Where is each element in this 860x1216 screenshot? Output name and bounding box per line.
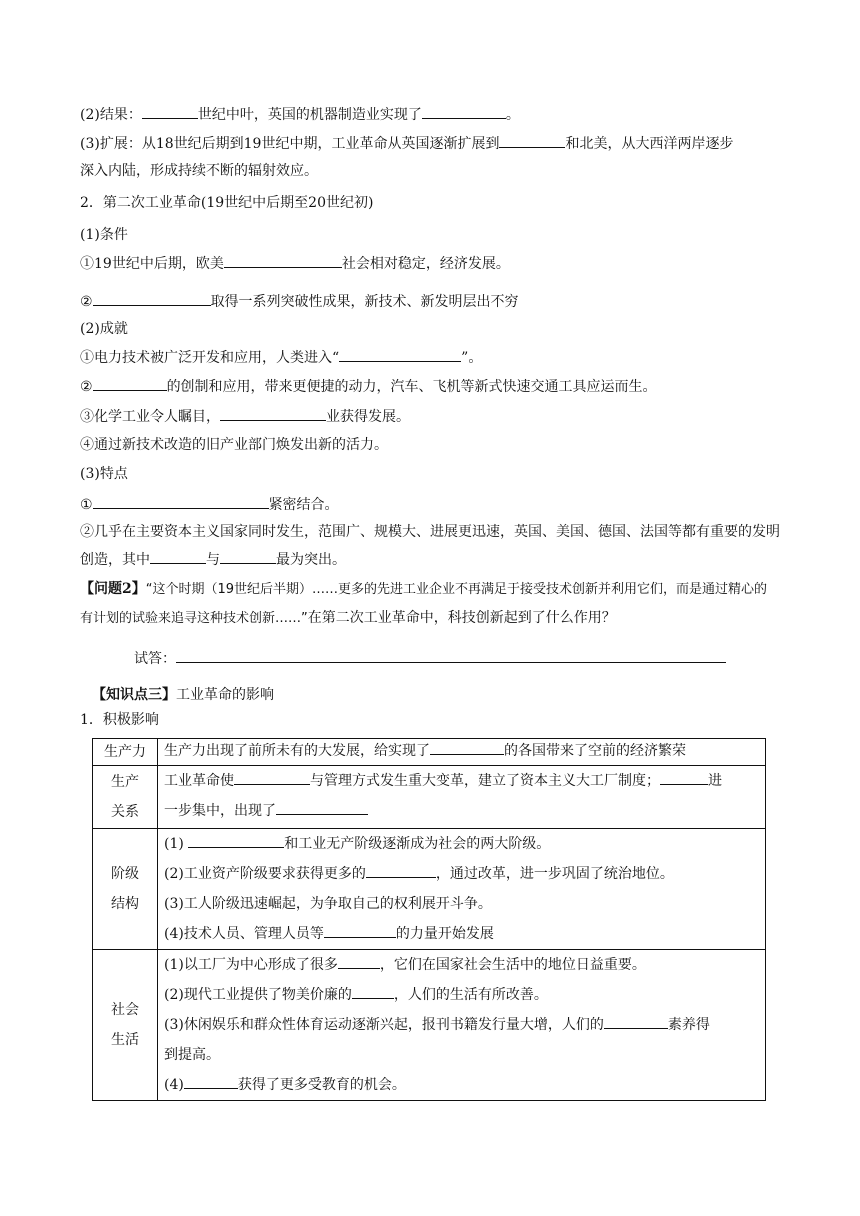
text: (4)	[164, 1077, 184, 1093]
text: 素养得	[667, 1017, 710, 1033]
text: ①19世纪中后期，欧美	[80, 256, 224, 272]
feature-2	[80, 518, 780, 574]
answer-blank[interactable]	[220, 549, 276, 564]
row-line: 到提高。	[164, 1047, 220, 1063]
row-line	[164, 859, 759, 889]
expand-line-2	[80, 161, 318, 181]
condition-2	[80, 291, 519, 312]
text: ，人们的生活有所改善。	[393, 987, 548, 1003]
row-line	[164, 766, 759, 796]
section-title: 2．第二次工业革命(19世纪中后期至20世纪初)	[80, 195, 374, 211]
result-line	[80, 104, 520, 125]
achievement-1	[80, 347, 482, 368]
row-body	[158, 829, 766, 950]
text: ③化学工业令人瞩目，	[80, 409, 220, 425]
subsection-title: (2)成就	[80, 321, 128, 337]
text: 与	[206, 552, 220, 568]
subsection-title: (3)特点	[80, 466, 128, 482]
text: ①	[80, 497, 93, 513]
text: 进	[708, 773, 722, 789]
answer-blank[interactable]	[93, 376, 167, 391]
answer-blank[interactable]	[660, 770, 708, 785]
question-label: 【问题2】	[80, 581, 146, 597]
answer-blank[interactable]	[184, 1074, 238, 1089]
kp-title: 工业革命的影响	[176, 687, 274, 703]
table-row	[93, 766, 766, 829]
answer-blank[interactable]	[366, 863, 436, 878]
answer-blank[interactable]	[188, 833, 284, 848]
text: 紧密结合。	[268, 497, 339, 513]
text: 与管理方式发生重大变革，建立了资本主义大工厂制度；	[310, 773, 660, 789]
text: (1)	[164, 836, 189, 852]
row-line	[164, 980, 759, 1010]
kp-label: 【知识点三】	[92, 687, 176, 703]
row-line	[164, 796, 759, 826]
achievement-3	[80, 406, 410, 427]
expand-text: (3)扩展：从18世纪后期到19世纪中期，工业革命从英国逐渐扩展到	[80, 136, 500, 152]
row-header	[93, 739, 158, 766]
text: ①电力技术被广泛开发和应用，人类进入“	[80, 350, 340, 366]
text: ②	[80, 379, 93, 395]
text: 最为突出。	[276, 552, 346, 568]
answer-blank[interactable]	[142, 104, 198, 119]
answer-blank[interactable]	[352, 984, 394, 999]
table-row	[93, 950, 766, 1101]
expand-text-2: 和北美，从大西洋两岸逐步	[565, 136, 734, 152]
text: (2)现代工业提供了物美价廉的	[164, 987, 352, 1003]
row-line: (3)工人阶级迅速崛起，为争取自己的权利展开斗争。	[164, 896, 492, 912]
feature-1	[80, 494, 339, 515]
text: ”。	[461, 350, 483, 366]
row-line	[164, 919, 759, 949]
answer-blank[interactable]	[93, 291, 211, 306]
text: 的力量开始发展	[395, 926, 494, 942]
text: 工业革命使	[164, 773, 234, 789]
kp3-heading	[92, 685, 274, 705]
answer-blank[interactable]	[324, 923, 396, 938]
answer-blank[interactable]	[422, 104, 506, 119]
row-line	[164, 739, 759, 763]
impact-table	[92, 738, 766, 1101]
answer-blank[interactable]	[150, 549, 206, 564]
achievement-4: ④通过新技术改造的旧产业部门焕发出新的活力。	[80, 437, 388, 453]
text: 社会相对稳定，经济发展。	[341, 256, 510, 272]
text: ，通过改革，进一步巩固了统治地位。	[435, 866, 674, 882]
subsection-title: 1．积极影响	[80, 712, 159, 728]
row-line	[164, 1010, 759, 1040]
text: 业获得发展。	[326, 409, 410, 425]
answer-blank[interactable]	[338, 954, 380, 969]
answer-blank[interactable]	[499, 133, 565, 148]
header-text: 关系	[111, 804, 139, 820]
text: 的创制和应用，带来更便捷的动力，汽车、飞机等新式快速交通工具应运而生。	[166, 379, 657, 395]
header-text: 生活	[111, 1032, 139, 1048]
answer-blank[interactable]	[339, 347, 461, 362]
result-text: 世纪中叶，英国的机器制造业实现了	[197, 107, 422, 123]
text: (1)以工厂为中心形成了很多	[164, 957, 338, 973]
text: 获得了更多受教育的机会。	[237, 1077, 406, 1093]
header-text: 社会	[111, 1002, 139, 1018]
text: (2)工业资产阶级要求获得更多的	[164, 866, 366, 882]
text: ，它们在国家社会生活中的地位日益重要。	[379, 957, 646, 973]
row-body	[158, 950, 766, 1101]
table-row	[93, 739, 766, 766]
punct: 。	[505, 107, 520, 123]
text: 一步集中，出现了	[164, 803, 276, 819]
table-row	[93, 829, 766, 950]
expand-text-3: 深入内陆，形成持续不断的辐射效应。	[80, 163, 318, 179]
header-text: 阶级	[111, 866, 139, 882]
row-line	[164, 829, 759, 859]
row-line	[164, 1070, 759, 1100]
text: 和工业无产阶级逐渐成为社会的两大阶级。	[284, 836, 551, 852]
text: ②	[80, 294, 93, 310]
achievement-2	[80, 376, 657, 397]
answer-blank[interactable]	[430, 740, 504, 755]
text: 生产力出现了前所未有的大发展，给实现了	[164, 743, 430, 759]
question-quote: “这个时期（19世纪后半期）……更多的先进工业企业不再满足于接受技术创新并利用它们，而是通过精心的有计划的试验来追寻这种技术创新……”	[80, 582, 768, 626]
answer-label: 试答：	[134, 651, 176, 667]
answer-blank[interactable]	[234, 770, 310, 785]
text: (4)技术人员、管理人员等	[164, 926, 324, 942]
subsection-title: (1)条件	[80, 227, 128, 243]
question-text: 在第二次工业革命中，科技创新起到了什么作用？	[307, 610, 616, 626]
text: 取得一系列突破性成果，新技术、新发明层出不穷	[210, 294, 519, 310]
text: (3)休闲娱乐和群众性体育运动逐渐兴起，报刊书籍发行量大增，人们的	[164, 1017, 604, 1033]
row-body	[158, 739, 766, 766]
row-header	[93, 950, 158, 1101]
row-line	[164, 950, 759, 980]
question-2	[80, 575, 780, 633]
answer-blank[interactable]	[604, 1014, 668, 1029]
answer-field[interactable]	[176, 648, 726, 663]
row-body	[158, 766, 766, 829]
answer-blank[interactable]	[93, 494, 269, 509]
header-text: 生产力	[104, 744, 146, 760]
condition-1	[80, 253, 510, 274]
result-label: (2)结果：	[80, 107, 142, 123]
text: ②几乎在主要资本主义国家同时发生，范围广、规模大、进展更迅速，英国、美国、德国、法国等都有重要的发明创造，其中	[80, 524, 780, 568]
row-header	[93, 766, 158, 829]
answer-blank[interactable]	[276, 800, 368, 815]
header-text: 结构	[111, 896, 139, 912]
row-header	[93, 829, 158, 950]
answer-line	[134, 648, 726, 669]
expand-line	[80, 133, 733, 154]
text: 的各国带来了空前的经济繁荣	[504, 743, 686, 759]
answer-blank[interactable]	[220, 406, 326, 421]
answer-blank[interactable]	[224, 253, 342, 268]
header-text: 生产	[111, 774, 139, 790]
